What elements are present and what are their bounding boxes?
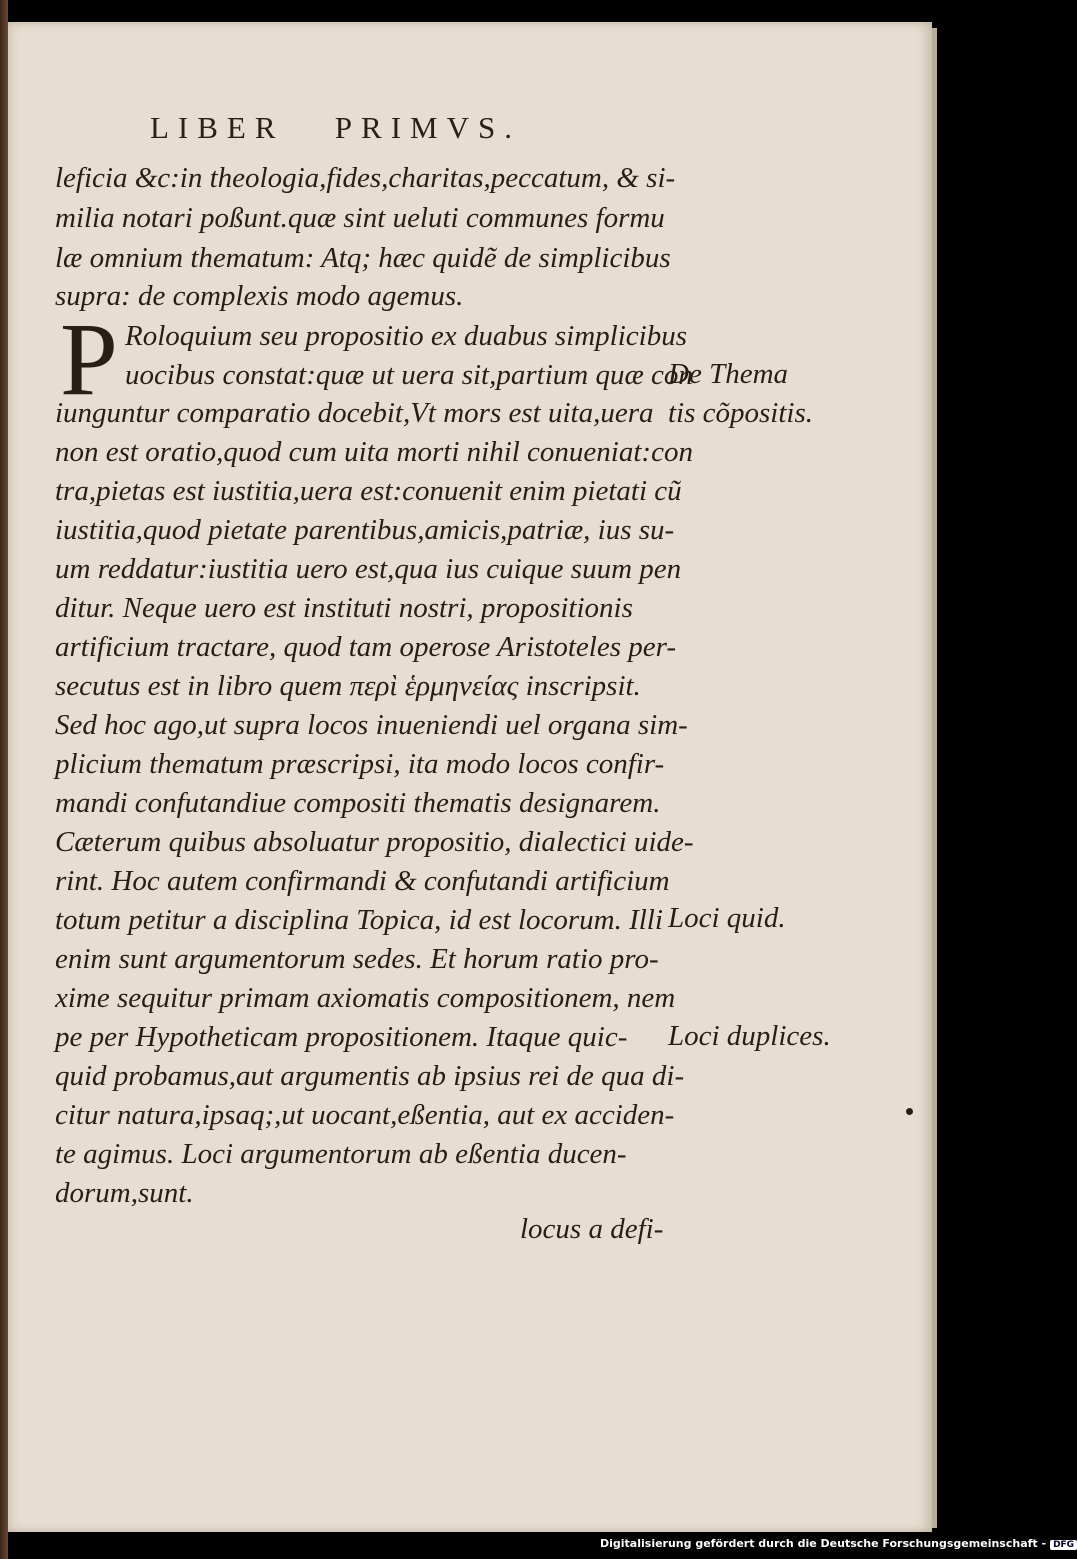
text-line: læ omnium thematum: Atq; hæc quidẽ de simplicibus xyxy=(55,242,671,274)
text-line: xime sequitur primam axiomatis compositionem, nem xyxy=(55,982,676,1014)
margin-note: tis cõpositis. xyxy=(668,397,814,429)
running-head: LIBER PRIMVS. xyxy=(150,110,521,145)
margin-note: Loci duplices. xyxy=(668,1020,831,1052)
catchword: locus a defi- xyxy=(520,1213,664,1245)
text-line: mandi confutandiue compositi thematis designarem. xyxy=(55,787,661,819)
funding-footer xyxy=(600,1537,1077,1550)
text-line: iunguntur comparatio docebit,Vt mors est uita,uera xyxy=(55,397,654,429)
text-line: supra: de complexis modo agemus. xyxy=(55,280,464,312)
text-line: quid probamus,aut argumentis ab ipsius rei de qua di- xyxy=(55,1060,685,1092)
margin-note: Loci quid. xyxy=(668,902,786,934)
page-edge xyxy=(932,28,937,1528)
text-line: uocibus constat:quæ ut uera sit,partium quæ con xyxy=(125,359,693,391)
dfg-logo: DFG xyxy=(1050,1540,1077,1550)
text-line: artificium tractare, quod tam operose Aristoteles per- xyxy=(55,631,676,663)
text-line: tra,pietas est iustitia,uera est:conuenit enim pietati cũ xyxy=(55,475,682,507)
text-line: citur natura,ipsaq;,ut uocant,eßentia, aut ex acciden- xyxy=(55,1099,675,1131)
text-line: secutus est in libro quem περὶ ἑρμηνείας inscripsit. xyxy=(55,670,641,702)
ink-dot xyxy=(906,1108,913,1115)
text-line: um reddatur:iustitia uero est,qua ius cuique suum pen xyxy=(55,553,682,585)
book-spine xyxy=(0,0,8,1559)
text-line: totum petitur a disciplina Topica, id est locorum. Illi xyxy=(55,904,663,936)
text-line: milia notari poßunt.quæ sint ueluti communes formu xyxy=(55,202,665,234)
footer-text: Digitalisierung gefördert durch die Deutsche Forschungsgemeinschaft - xyxy=(600,1537,1047,1550)
text-line: ditur. Neque uero est instituti nostri, propositionis xyxy=(55,592,633,624)
text-line: Roloquium seu propositio ex duabus simplicibus xyxy=(125,320,687,352)
text-line: non est oratio,quod cum uita morti nihil conueniat:con xyxy=(55,436,693,468)
text-line: Sed hoc ago,ut supra locos inueniendi uel organa sim- xyxy=(55,709,688,741)
text-line: plicium thematum præscripsi, ita modo locos confir- xyxy=(55,748,665,780)
drop-capital: P xyxy=(60,302,118,417)
text-line: Cæterum quibus absoluatur propositio, dialectici uide- xyxy=(55,826,694,858)
text-line: iustitia,quod pietate parentibus,amicis,patriæ, ius su- xyxy=(55,514,675,546)
text-line: pe per Hypotheticam propositionem. Itaque quic- xyxy=(55,1021,628,1053)
text-line: enim sunt argumentorum sedes. Et horum ratio pro- xyxy=(55,943,659,975)
text-line: dorum,sunt. xyxy=(55,1177,194,1209)
text-line: te agimus. Loci argumentorum ab eßentia ducen- xyxy=(55,1138,627,1170)
text-line: rint. Hoc autem confirmandi & confutandi artificium xyxy=(55,865,670,897)
margin-note: De Thema xyxy=(668,358,789,390)
text-line: leficia &c:in theologia,fides,charitas,peccatum, & si- xyxy=(55,162,676,194)
